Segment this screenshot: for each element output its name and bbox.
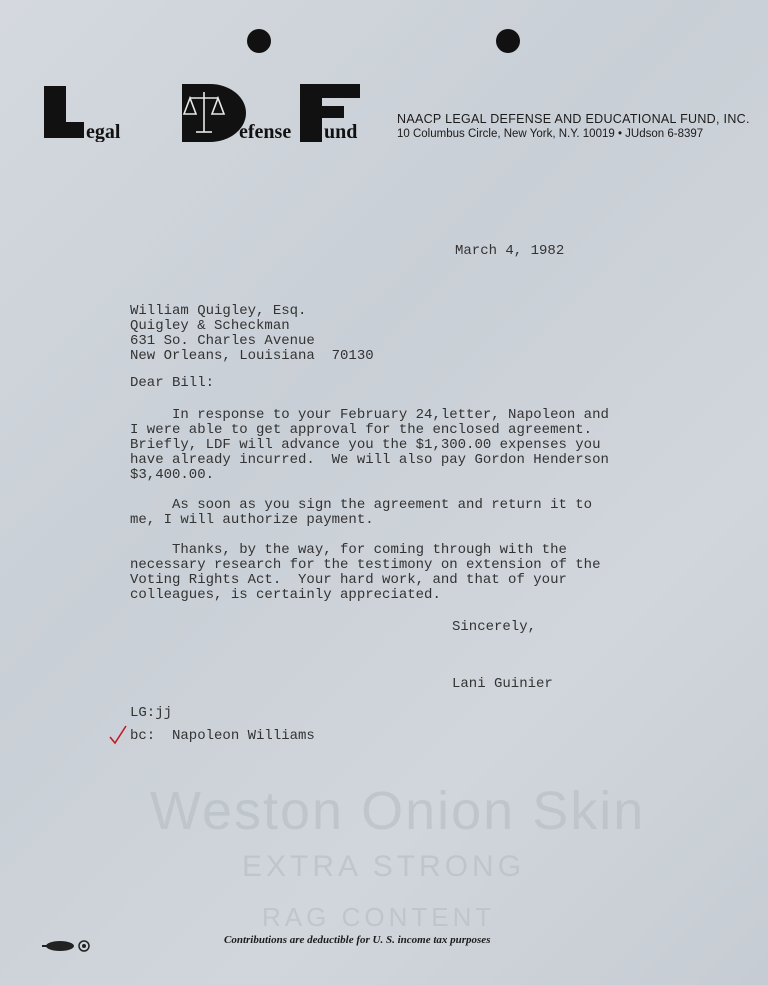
recipient-address: William Quigley, Esq. Quigley & Scheckman 631 So. Charles Avenue New Orleans, Louisiana 70130 [130,303,374,364]
punch-hole-right [496,29,520,53]
letter-date: March 4, 1982 [455,243,565,259]
svg-text:und: und [324,121,358,142]
paragraph-1: In response to your February 24,letter, Napoleon and I were able to get approval for the enclosed agreement. Briefly, LDF will advance you the $1,300.00 expenses you have already incurred. We will also pay Gordon Henderson $3,400.00. [130,407,609,483]
footer-note: Contributions are deductible for U. S. income tax purposes [224,934,491,946]
salutation: Dear Bill: [130,375,215,391]
check-mark-icon [108,724,128,746]
typist-initials: LG:jj [130,705,173,721]
svg-text:egal: egal [86,121,121,142]
signer-name: Lani Guinier [452,676,553,692]
watermark-content: RAG CONTENT [262,902,496,932]
watermark-strength: EXTRA STRONG [242,850,526,883]
org-name: NAACP LEGAL DEFENSE AND EDUCATIONAL FUND, INC. [397,112,750,126]
org-header [397,112,750,140]
union-bug-icon [40,938,92,954]
watermark-brand: Weston Onion Skin [150,781,646,841]
svg-text:efense: efense [239,121,292,142]
paragraph-2: As soon as you sign the agreement and return it to me, I will authorize payment. [130,497,593,528]
closing: Sincerely, [452,619,537,635]
org-address: 10 Columbus Circle, New York, N.Y. 10019 • JUdson 6-8397 [397,128,704,140]
punch-hole-left [247,29,271,53]
bc-line: bc: Napoleon Williams [130,728,315,744]
ldf-logo [44,84,379,142]
paragraph-3: Thanks, by the way, for coming through with the necessary research for the testimony on extension of the Voting Rights Act. Your hard work, and that of your colleagues, is certainly appreciated. [130,542,601,603]
